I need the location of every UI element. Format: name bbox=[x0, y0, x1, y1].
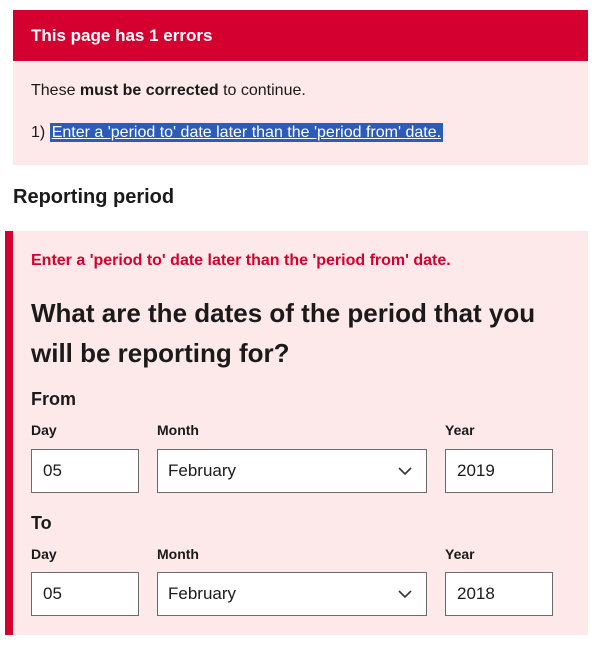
chevron-down-icon bbox=[398, 464, 412, 478]
error-summary-title: This page has 1 errors bbox=[13, 10, 588, 61]
to-day-label: Day bbox=[31, 546, 57, 562]
chevron-down-icon bbox=[398, 587, 412, 601]
from-day-label: Day bbox=[31, 422, 57, 438]
error-summary-item bbox=[31, 124, 443, 142]
error-summary-link[interactable]: Enter a 'period to' date later than the 'period from' date. bbox=[51, 124, 442, 141]
field-error-message: Enter a 'period to' date later than the 'period from' date. bbox=[31, 252, 451, 269]
from-month-select[interactable] bbox=[157, 449, 427, 493]
reporting-period-field-group bbox=[5, 231, 588, 635]
to-month-value: February bbox=[168, 584, 237, 603]
from-month-label: Month bbox=[157, 422, 199, 438]
to-day-input[interactable] bbox=[31, 572, 139, 616]
error-item-number: 1) bbox=[31, 124, 46, 141]
from-year-label: Year bbox=[445, 422, 475, 438]
error-summary-intro: These must be corrected to continue. bbox=[31, 82, 306, 99]
to-legend: To bbox=[31, 513, 52, 533]
to-year-label: Year bbox=[445, 546, 475, 562]
error-summary-intro-bold: must be corrected bbox=[79, 82, 219, 99]
from-day-input[interactable] bbox=[31, 449, 139, 493]
from-month-value: February bbox=[168, 461, 237, 480]
from-year-input[interactable] bbox=[445, 449, 553, 493]
error-summary bbox=[13, 10, 588, 165]
to-year-input[interactable] bbox=[445, 572, 553, 616]
section-heading: Reporting period bbox=[13, 186, 175, 208]
from-legend: From bbox=[31, 389, 76, 409]
to-month-select[interactable] bbox=[157, 572, 427, 616]
question-heading: What are the dates of the period that you will be reporting for? bbox=[31, 298, 536, 368]
to-month-label: Month bbox=[157, 546, 199, 562]
